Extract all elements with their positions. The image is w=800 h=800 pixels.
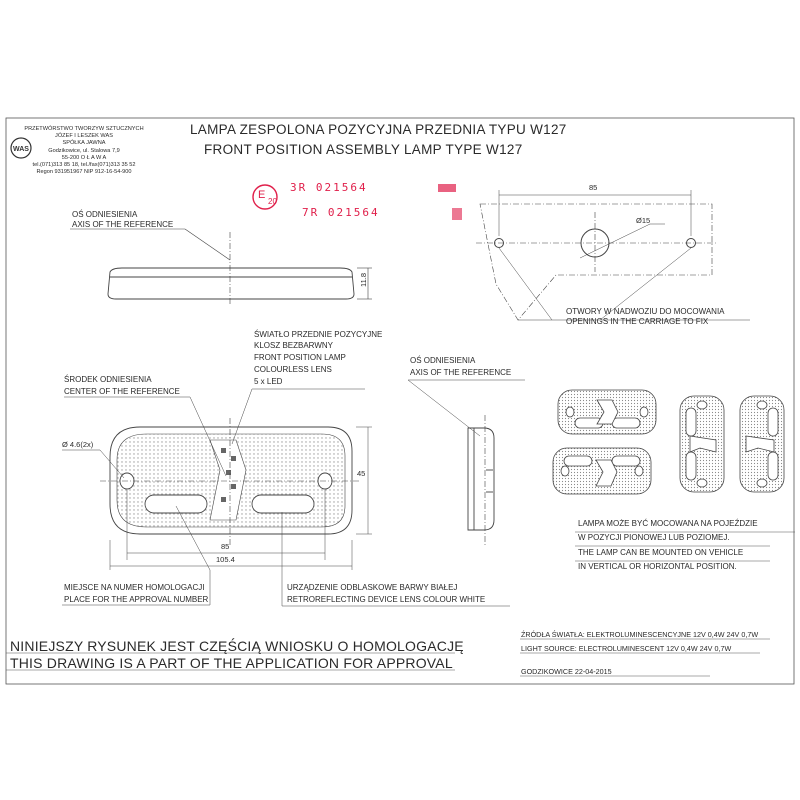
approval-mark-letter: E xyxy=(258,189,266,201)
mounting-note-en-1: THE LAMP CAN BE MOUNTED ON VEHICLE xyxy=(578,548,744,557)
dimension-front-span: 85 xyxy=(221,542,230,551)
axis-reference-label-en: AXIS OF THE REFERENCE xyxy=(72,220,174,229)
holes-label-pl: OTWORY W NADWOZIU DO MOCOWANIA xyxy=(566,307,725,316)
light-source-en: LIGHT SOURCE: ELECTROLUMINESCENT 12V 0,4W 24V 0,7W xyxy=(521,644,732,653)
orientation-horizontal-1 xyxy=(558,390,656,434)
axis-reference-2-label-en: AXIS OF THE REFERENCE xyxy=(410,368,512,377)
retroreflector-label-en: RETROREFLECTING DEVICE LENS COLOUR WHITE xyxy=(287,595,486,604)
dimension-mount-hole: Ø 4.6(2x) xyxy=(62,440,94,449)
front-light-label-pl2: KLOSZ BEZBARWNY xyxy=(254,341,333,350)
center-reference-label-en: CENTER OF THE REFERENCE xyxy=(64,387,180,396)
company-line: 55-200 O Ł A W A xyxy=(61,154,107,161)
approval-code-2: 7R 021564 xyxy=(302,206,380,219)
dimension-front-height: 45 xyxy=(357,469,366,478)
svg-text:WAS: WAS xyxy=(13,146,29,153)
front-light-label-pl: ŚWIATŁO PRZEDNIE POZYCYJNE xyxy=(254,330,383,339)
approval-place-label-en: PLACE FOR THE APPROVAL NUMBER xyxy=(64,595,209,604)
company-line: JÓZEF I LESZEK WAS xyxy=(55,133,113,140)
footer-note-pl: NINIEJSZY RYSUNEK JEST CZĘŚCIĄ WNIOSKU O HOMOLOGACJĘ xyxy=(10,638,464,654)
mounting-note-en-2: IN VERTICAL OR HORIZONTAL POSITION. xyxy=(578,562,737,571)
dimension-hole-diameter: Ø15 xyxy=(636,216,651,225)
orientation-vertical-2 xyxy=(740,396,784,492)
approval-mark-number: 20 xyxy=(268,197,277,206)
front-light-led-count: 5 x LED xyxy=(254,377,283,386)
axis-reference-2-label-pl: OŚ ODNIESIENIA xyxy=(410,356,476,365)
company-line: SPÓŁKA JAWNA xyxy=(62,140,106,147)
axis-reference-label-pl: OŚ ODNIESIENIA xyxy=(72,210,138,219)
approval-code-1: 3R 021564 xyxy=(290,181,368,194)
orientation-vertical-1 xyxy=(680,396,724,492)
company-info xyxy=(8,126,160,176)
mounting-note-pl-2: W POZYCJI PIONOWEJ LUB POZIOMEJ. xyxy=(578,533,730,542)
front-light-label-en: FRONT POSITION LAMP xyxy=(254,353,346,362)
company-line: PRZETWÓRSTWO TWORZYW SZTUCZNYCH xyxy=(24,126,144,132)
lamp-side-profile xyxy=(70,229,372,305)
center-reference-label-pl: ŚRODEK ODNIESIENIA xyxy=(64,375,152,384)
lamp-front-view xyxy=(62,389,510,606)
company-line: Regon 931951967 NIP 912-16-54-900 xyxy=(36,169,132,176)
light-source-pl: ŹRÓDŁA ŚWIATŁA: ELEKTROLUMINESCENCYJNE 12V 0,4W 24V 0,7W xyxy=(521,630,759,639)
dimension-side-height: 11.8 xyxy=(359,272,368,287)
mounting-note-pl-1: LAMPA MOŻE BYĆ MOCOWANA NA POJEŹDZIE xyxy=(578,519,758,528)
front-light-label-en2: COLOURLESS LENS xyxy=(254,365,332,374)
drawing-title-pl: LAMPA ZESPOLONA POZYCYJNA PRZEDNIA TYPU W127 xyxy=(190,122,567,137)
dimension-hole-span: 85 xyxy=(589,183,598,192)
approval-place-label-pl: MIEJSCE NA NUMER HOMOLOGACJI xyxy=(64,583,205,592)
orientation-horizontal-2 xyxy=(553,448,651,494)
holes-label-en: OPENINGS IN THE CARRIAGE TO FIX xyxy=(566,317,709,326)
retroreflector-label-pl: URZĄDZENIE ODBLASKOWE BARWY BIAŁEJ xyxy=(287,583,458,592)
footer-note-en: THIS DRAWING IS A PART OF THE APPLICATION FOR APPROVAL xyxy=(10,655,453,671)
mounting-orientations xyxy=(553,390,784,494)
company-line: tel.(071)313 85 18, tel./fax(071)313 35 52 xyxy=(32,162,136,169)
company-line: Godzikowice, ul. Stalowa 7,9 xyxy=(48,147,120,154)
stamp-blot-2 xyxy=(452,208,462,220)
mounting-template xyxy=(476,190,750,320)
place-and-date: GODZIKOWICE 22-04-2015 xyxy=(521,667,612,676)
dimension-front-width: 105.4 xyxy=(216,555,235,564)
lamp-side-view xyxy=(408,380,525,545)
stamp-blot-1 xyxy=(438,184,456,192)
drawing-title-en: FRONT POSITION ASSEMBLY LAMP TYPE W127 xyxy=(204,142,523,157)
